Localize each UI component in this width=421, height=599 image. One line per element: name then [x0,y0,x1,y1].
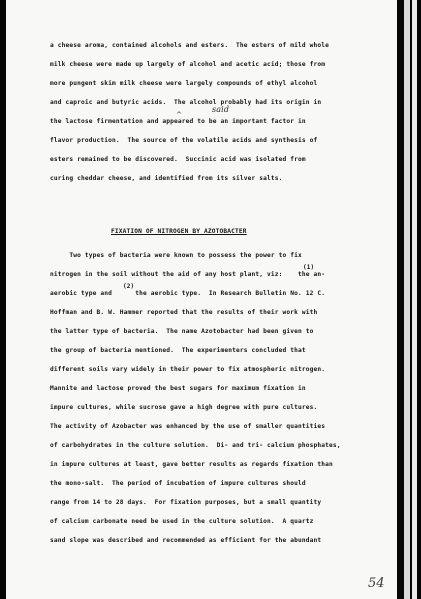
text-line: the lactose firmentation and appeared to be an important factor in [50,118,306,125]
text-line: Hoffman and B. W. Hammer reported that the results of their work with [50,309,318,316]
text-line: curing cheddar cheese, and identified from its silver salts. [50,175,283,182]
text-line: Two types of bacteria were known to possess the power to fix [50,252,302,259]
text-line: esters remained to be discovered. Succinic acid was isolated from [50,156,306,163]
text-line: The activity of Azobacter was enhanced by the use of smaller quantities [50,423,326,430]
text-line: range from 14 to 28 days. For fixation purposes, but a small quantity [50,499,322,506]
text-line: of carbohydrates in the culture solution. Di- and tri- calcium phosphates, [50,442,341,449]
section-title: FIXATION OF NITROGEN BY AZOTOBACTER [111,228,247,235]
text-line: of calcium carbonate need be used in the culture solution. A quartz [50,518,314,525]
page-number: 54 [368,576,385,591]
text-line: Mannite and lactose proved the best sugars for maximum fixation in [50,385,306,392]
text-line: flavor production. The source of the volatile acids and synthesis of [50,137,318,144]
text-line: nitrogen in the soil without the aid of any host plant, viz: the an- [50,271,326,278]
text-line: in impure cultures at least, gave better results as regards fixation than [50,461,333,468]
text-line: the mono-salt. The period of incubation of impure cultures should [50,480,306,487]
text-line: aerobic type and the aerobic type. In Research Bulletin No. 12 C. [50,290,326,297]
text-line: more pungent skim milk cheese were largely compounds of ethyl alcohol [50,80,318,87]
handwritten-insertion: said [212,105,230,114]
handwritten-caret: ^ [176,111,183,119]
reference-marker: (2) [123,283,135,290]
reference-marker: (1) [303,264,315,271]
text-line: the latter type of bacteria. The name Azotobacter had been given to [50,328,314,335]
text-line: a cheese aroma, contained alcohols and esters. The esters of mild whole [50,42,330,49]
text-line: impure cultures, while sucrose gave a high degree with pure cultures. [50,404,318,411]
scanner-edge-strip [404,0,410,599]
text-line: different soils vary widely in their power to fix atmospheric nitrogen. [50,366,326,373]
text-line: sand slope was described and recommended as efficient for the abundant [50,537,322,544]
text-line: and caproic and butyric acids. The alcohol probably had its origin in [50,99,322,106]
document-page [6,0,397,599]
text-line: the group of bacteria mentioned. The experimenters concluded that [50,347,306,354]
paragraph-1 [6,0,397,544]
text-line: milk cheese were made up largely of alcohol and acetic acid; those from [50,61,326,68]
scanner-edge-strip-outer [412,0,417,599]
